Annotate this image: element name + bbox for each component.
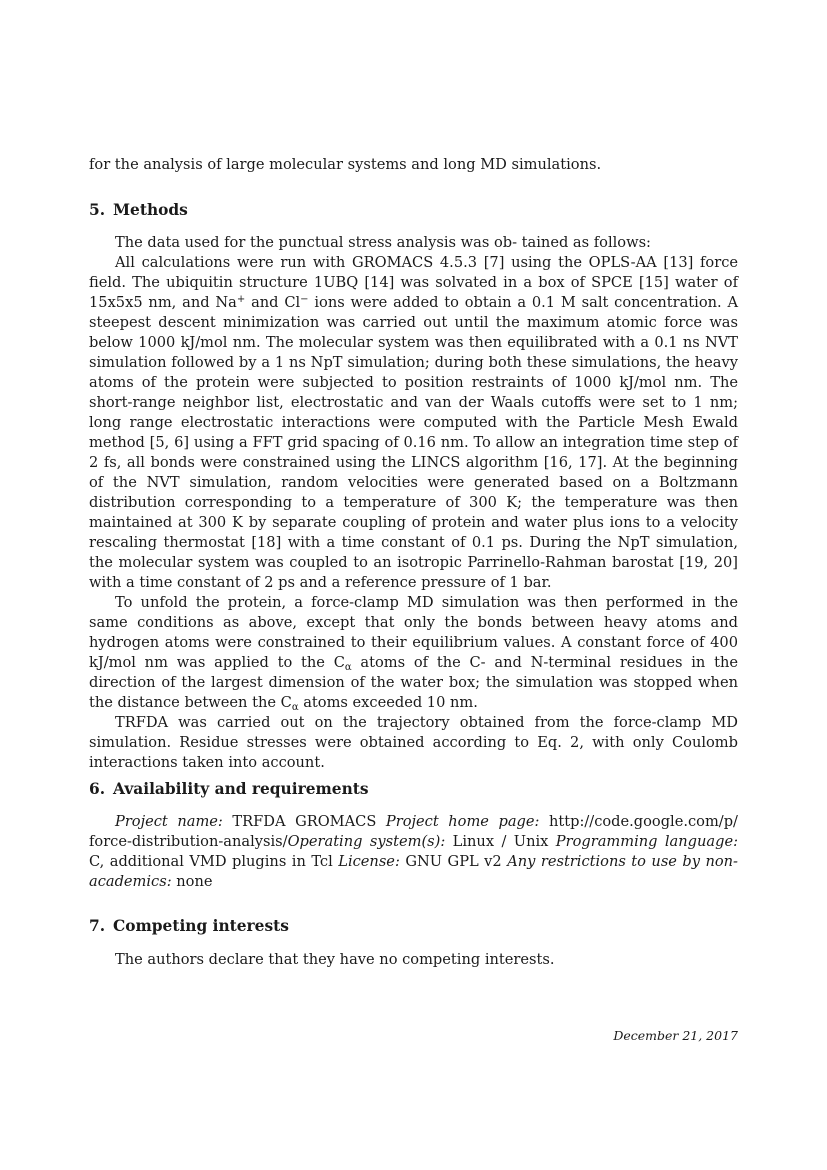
field-value: none [171, 873, 213, 890]
lead-text: for the analysis of large molecular systems and long MD simulations. [89, 156, 602, 173]
text-run: and Cl [245, 294, 301, 311]
availability-paragraph [89, 812, 738, 892]
text-run: atoms exceeded 10 nm. [298, 694, 478, 711]
methods-paragraph-2 [89, 253, 738, 593]
page-date: December 21, 2017 [613, 1028, 738, 1043]
section-heading-availability [89, 779, 738, 799]
field-value: GNU GPL v2 [399, 853, 508, 870]
competing-interests-paragraph: The authors declare that they have no competing interests. [115, 951, 555, 968]
field-key: Any restrictions to use by non-academics: [89, 853, 738, 890]
text-run: ions were added to obtain a 0.1 M salt concentration. A steepest descent minimization was carried out until the maximum atomic force was below 1000 kJ/mol nm. The molecular system was then equilibrated with a 0.1 ns NVT simulation followed by a 1 ns NpT simulation; during both these simulations, the heavy atoms of the protein were subjected to position restraints of 1000 kJ/mol nm. The short-range neighbor list, electrostatic and van der Waals cutoffs were set to 1 nm; long range electrostatic interactions were computed with the Particle Mesh Ewald method [5, 6] using a FFT grid spacing of 0.16 nm. To allow an integration time step of 2 fs, all bonds were constrained using the LINCS algorithm [16, 17]. At the beginning of the NVT simulation, random velocities were generated based on a Boltzmann distribution corresponding to a temperature of 300 K; the temperature was then maintained at 300 K by separate coupling of protein and water plus ions to a velocity rescaling thermostat [18] with a time constant of 0.1 ps. During the NpT simulation, the molecular system was coupled to an isotropic Parrinello-Rahman barostat [19, 20] with a time constant of 2 ps and a reference pressure of 1 bar. [89, 294, 739, 591]
subscript: α [291, 702, 299, 713]
section-number: 5. [89, 201, 106, 219]
section-heading-methods [89, 200, 738, 220]
superscript: + [236, 294, 246, 305]
field-key: Operating system(s): [287, 833, 446, 850]
field-value: C, additional VMD plugins in Tcl [89, 853, 339, 870]
field-key: Programming language: [555, 833, 738, 850]
methods-body [89, 233, 738, 773]
text-run: To unfold the protein, a force-clamp MD simulation was then performed in the same conditions as above, except that only the bonds between heavy atoms and hydrogen atoms were constrained to their equilibrium values. A constant force of 400 kJ/mol nm was applied to the C [89, 594, 738, 671]
field-value: Linux / Unix [445, 833, 556, 850]
methods-paragraph-3 [89, 593, 738, 713]
lead-paragraph [89, 155, 738, 175]
text-run: All calculations were run with GROMACS 4.5.3 [7] using the OPLS-AA [13] force field. The ubiquitin structure 1UBQ [14] was solvated in a box of SPCE [15] water of 15x5x5 nm, and Na [89, 254, 738, 311]
field-value: TRFDA GROMACS [222, 813, 386, 830]
subscript: α [344, 662, 352, 673]
superscript: − [300, 294, 309, 305]
availability-body [89, 812, 738, 892]
methods-paragraph-1: The data used for the punctual stress analysis was ob- tained as follows: [115, 234, 651, 251]
field-key: License: [338, 853, 400, 870]
section-title: Competing interests [113, 917, 289, 935]
section-number: 6. [89, 780, 106, 798]
section-title: Availability and requirements [113, 780, 369, 798]
field-value: http://code.google.com/p/ force-distribution-analysis/ [89, 813, 738, 850]
competing-interests-body [89, 950, 738, 970]
section-heading-competing-interests [89, 916, 738, 936]
methods-paragraph-4: TRFDA was carried out on the trajectory obtained from the force-clamp MD simulation. Residue stresses were obtained according to Eq. 2, with only Coulomb interactions taken into account. [89, 714, 738, 771]
field-key: Project name: [115, 813, 223, 830]
field-key: Project home page: [385, 813, 540, 830]
section-title: Methods [113, 201, 188, 219]
text-run: atoms of the C- and N-terminal residues in the direction of the largest dimension of the water box; the simulation was stopped when the distance between the C [89, 654, 738, 711]
section-number: 7. [89, 917, 106, 935]
